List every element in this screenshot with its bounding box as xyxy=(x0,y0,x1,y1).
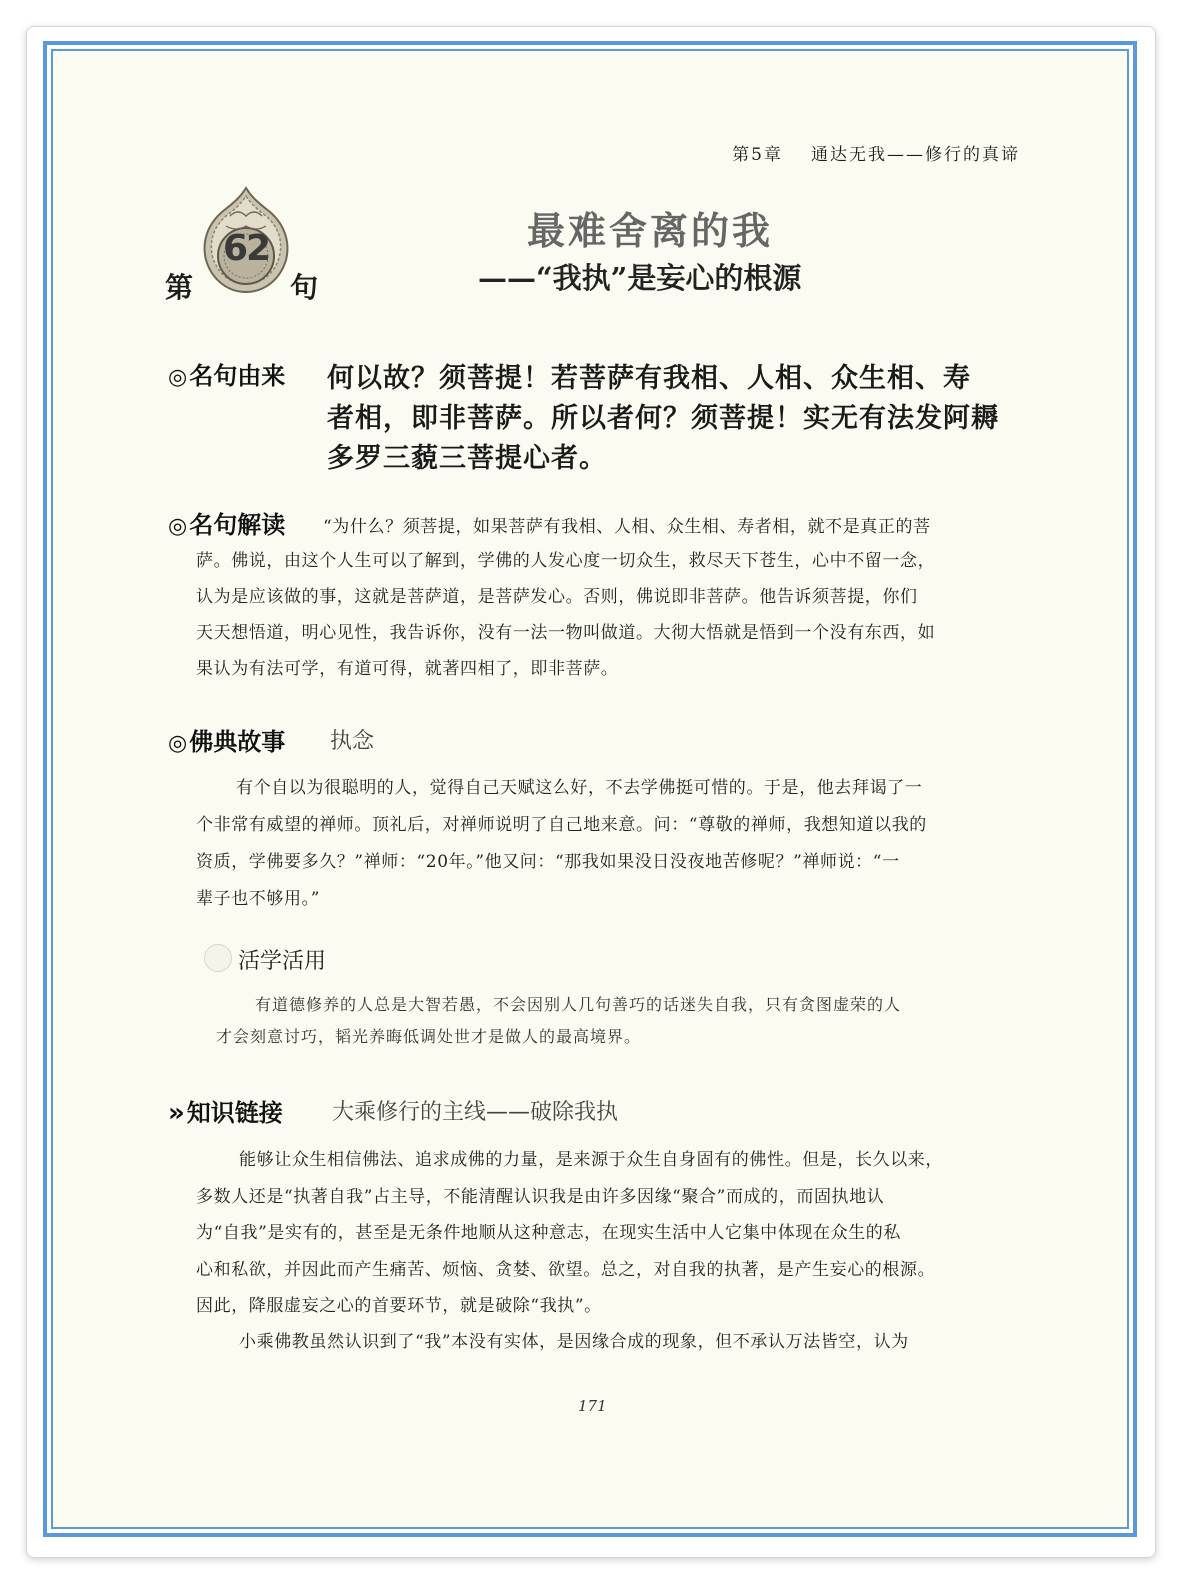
apply-line: 才会刻意讨巧，韬光养晦低调处世才是做人的最高境界。 xyxy=(216,1027,642,1046)
double-chevron-icon: » xyxy=(168,1098,185,1128)
chapter-header xyxy=(732,140,1020,165)
sentence-suffix: 句 xyxy=(290,271,319,304)
story-heading xyxy=(168,722,285,757)
chapter-number: 第5章 xyxy=(732,145,783,165)
link-line: 为“自我”是实有的，甚至是无条件地顺从这种意志，在现实生活中人它集中体现在众生的私 xyxy=(196,1223,901,1243)
interpret-line: 天天想悟道，明心见性，我告诉你，没有一法一物叫做道。大彻大悟就是悟到一个没有东西，如 xyxy=(196,623,936,643)
interpret-line: “为什么？须菩提，如果菩萨有我相、人相、众生相、寿者相，就不是真正的菩 xyxy=(323,517,931,537)
link-heading xyxy=(168,1093,283,1128)
origin-label: 名句由来 xyxy=(189,362,286,390)
page-subtitle: ——“我执”是妄心的根源 xyxy=(478,261,802,295)
link-subtitle: 大乘修行的主线——破除我执 xyxy=(332,1100,619,1125)
interpret-label: 名句解读 xyxy=(189,511,286,539)
interpret-heading xyxy=(168,505,285,540)
interpret-line: 果认为有法可学，有道可得，就著四相了，即非菩萨。 xyxy=(196,659,619,679)
origin-heading xyxy=(168,356,285,391)
link-line: 能够让众生相信佛法、追求成佛的力量，是来源于众生自身固有的佛性。但是，长久以来， xyxy=(239,1150,943,1170)
story-line: 资质，学佛要多久？”禅师：“20年。”他又问：“那我如果没日没夜地苦修呢？”禅师说：“一 xyxy=(196,852,900,872)
interpret-line: 萨。佛说，由这个人生可以了解到，学佛的人发心度一切众生，救尽天下苍生，心中不留一念， xyxy=(196,551,936,571)
double-circle-icon: ◎ xyxy=(168,514,188,539)
page-title: 最难舍离的我 xyxy=(527,209,774,253)
story-line: 个非常有威望的禅师。顶礼后，对禅师说明了自己地来意。问：“尊敬的禅师，我想知道以我的 xyxy=(196,815,927,835)
story-line: 辈子也不够用。” xyxy=(196,889,320,909)
story-label: 佛典故事 xyxy=(189,728,286,756)
double-circle-icon: ◎ xyxy=(168,731,188,756)
interpret-line: 认为是应该做的事，这就是菩萨道，是菩萨发心。否则，佛说即非菩萨。他告诉须菩提，你们 xyxy=(196,587,918,607)
story-subtitle: 执念 xyxy=(330,729,375,754)
chapter-title: 通达无我——修行的真谛 xyxy=(811,145,1020,165)
origin-quote-line: 多罗三藐三菩提心者。 xyxy=(327,443,607,474)
story-line: 有个自以为很聪明的人，觉得自己天赋这么好，不去学佛挺可惜的。于是，他去拜谒了一 xyxy=(236,778,923,798)
apply-label: 活学活用 xyxy=(238,949,327,974)
double-circle-icon: ◎ xyxy=(168,365,188,390)
page-number: 171 xyxy=(578,1397,607,1415)
origin-quote-line: 者相，即非菩萨。所以者何？须菩提！实无有法发阿耨 xyxy=(327,403,999,434)
link-line: 心和私欲，并因此而产生痛苦、烦恼、贪婪、欲望。总之，对自我的执著，是产生妄心的根源。 xyxy=(196,1260,936,1280)
apply-line: 有道德修养的人总是大智若愚，不会因别人几句善巧的话迷失自我，只有贪图虚荣的人 xyxy=(255,995,902,1014)
sentence-number: 62 xyxy=(222,228,270,269)
link-line: 因此，降服虚妄之心的首要环节，就是破除“我执”。 xyxy=(196,1296,602,1316)
link-line: 多数人还是“执著自我”占主导，不能清醒认识我是由许多因缘“聚合”而成的，而固执地认 xyxy=(196,1187,885,1207)
link-label: 知识链接 xyxy=(186,1099,283,1127)
link-line: 小乘佛教虽然认识到了“我”本没有实体，是因缘合成的现象，但不承认万法皆空，认为 xyxy=(239,1332,909,1352)
circle-icon xyxy=(204,944,232,972)
origin-quote-line: 何以故？须菩提！若菩萨有我相、人相、众生相、寿 xyxy=(327,363,971,394)
sentence-prefix: 第 xyxy=(165,271,194,304)
